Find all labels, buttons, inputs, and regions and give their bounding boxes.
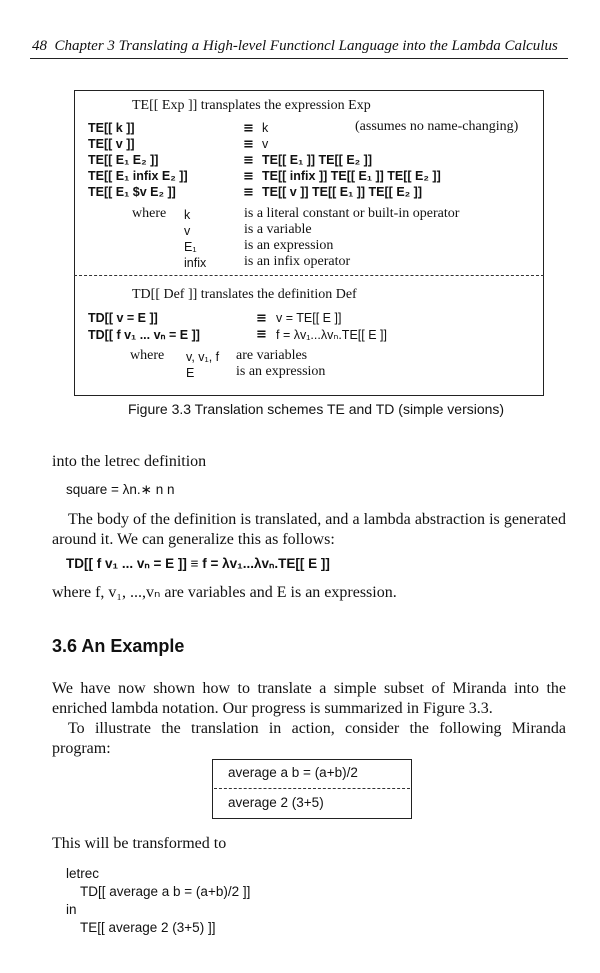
equiv-symbol: ≡ [256,311,267,326]
equiv-symbol: ≡ [243,137,254,152]
te-def-desc: is an infix operator [244,254,351,269]
program-line: average a b = (a+b)/2 [228,765,358,780]
equiv-symbol: ≡ [243,121,254,136]
te-rule-lhs: TE[[ k ]] [88,121,135,135]
paragraph: We have now shown how to translate a simple subset of Miranda into the enriched lambda notation. Our progress is summarized in Figure 3.3. [52,680,566,717]
te-rule-rhs: k [262,121,269,135]
page-number: 48 [32,38,47,54]
code-line: letrec [66,866,100,881]
td-rule-rhs: v = TE[[ E ]] [276,311,342,325]
te-def-desc: is a literal constant or built-in operator [244,206,460,221]
te-rule-lhs: TE[[ E₁ infix E₂ ]] [88,169,188,183]
code-line: TD[[ average a b = (a+b)/2 ]] [80,884,251,899]
te-rule-rhs: v [262,137,269,151]
section-heading: 3.6 An Example [52,636,185,656]
program-line: average 2 (3+5) [228,795,324,810]
program-divider [214,788,410,789]
paragraph: The body of the definition is translated, and a lambda abstraction is generated around it. We can generalize this as follows: [52,511,566,548]
running-head [32,38,558,55]
te-def-desc: is an expression [244,238,334,253]
te-def-desc: is a variable [244,222,312,237]
code-line: TE[[ average 2 (3+5) ]] [80,920,216,935]
te-def-symbol: v [184,224,191,238]
te-def-symbol: k [184,208,191,222]
paragraph: To illustrate the translation in action, consider the following Miranda program: [52,720,566,757]
paragraph: This will be transformed to [52,835,227,852]
te-rule-lhs: TE[[ E₁ E₂ ]] [88,153,159,167]
td-def-desc: are variables [236,348,308,363]
equiv-symbol: ≡ [256,327,267,342]
te-rule-note: (assumes no name-changing) [355,119,519,134]
equiv-symbol: ≡ [243,185,254,200]
td-def-symbol: E [186,366,195,380]
te-rule-lhs: TE[[ v ]] [88,137,135,151]
td-def-symbol: v, v₁, f [186,350,220,364]
te-where-label: where [132,206,167,221]
te-rule-rhs: TE[[ v ]] TE[[ E₁ ]] TE[[ E₂ ]] [262,185,423,199]
chapter-title: Chapter 3 Translating a High-level Functioncl Language into the Lambda Calculus [54,38,558,54]
paragraph: into the letrec definition [52,453,207,470]
equiv-symbol: ≡ [243,169,254,184]
equiv-symbol: ≡ [243,153,254,168]
te-def-symbol: E₁ [184,240,197,254]
code-line: in [66,902,77,917]
te-heading: TE[[ Exp ]] transplates the expression Exp [132,98,371,113]
paragraph: where f, v₁, ...,vₙ are variables and E is an expression. [52,584,397,601]
figure-caption: Figure 3.3 Translation schemes TE and TD (simple versions) [128,401,505,417]
td-where-label: where [130,348,165,363]
td-rule-lhs: TD[[ v = E ]] [88,311,158,325]
td-def-desc: is an expression [236,364,326,379]
td-heading: TD[[ Def ]] translates the definition Def [132,287,357,302]
code-line: TD[[ f v₁ ... vₙ = E ]] ≡ f = λv₁...λvₙ.TE[[ E ]] [66,556,330,571]
te-def-symbol: infix [184,256,207,270]
te-rule-rhs: TE[[ infix ]] TE[[ E₁ ]] TE[[ E₂ ]] [262,169,441,183]
td-rule-lhs: TD[[ f v₁ ... vₙ = E ]] [88,328,200,342]
te-rule-rhs: TE[[ E₁ ]] TE[[ E₂ ]] [262,153,373,167]
code-line: square = λn.∗ n n [66,482,175,497]
header-rule [30,58,568,59]
td-rule-rhs: f = λv₁...λvₙ.TE[[ E ]] [276,328,387,342]
te-rule-lhs: TE[[ E₁ $v E₂ ]] [88,185,176,199]
figure-divider [74,275,544,276]
